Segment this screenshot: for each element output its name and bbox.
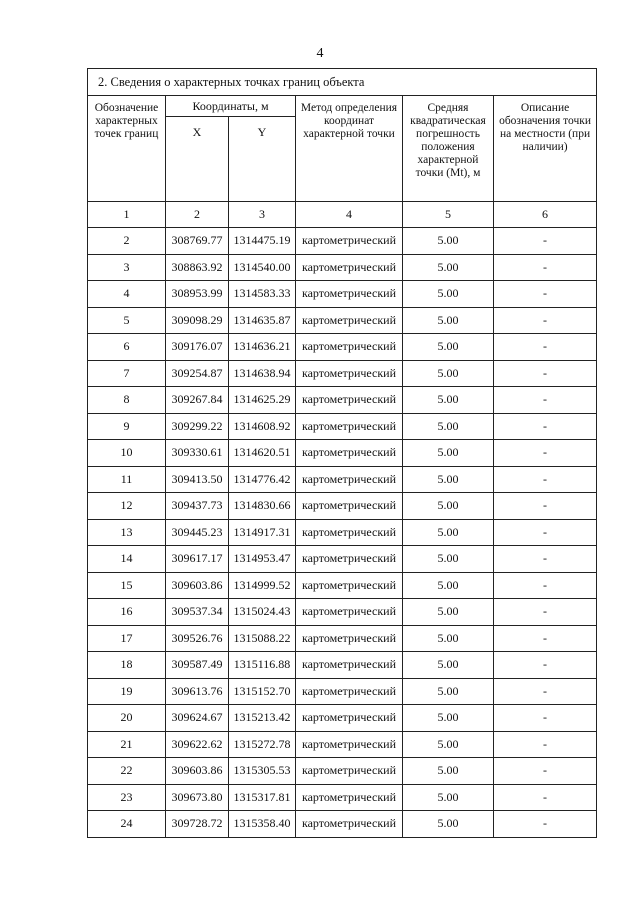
cell-y: 1314636.21 (229, 334, 296, 361)
section-title: 2. Сведения о характерных точках границ объекта (88, 69, 597, 96)
cell-description: - (494, 625, 597, 652)
cell-description: - (494, 228, 597, 255)
cell-accuracy: 5.00 (403, 228, 494, 255)
cell-y: 1314475.19 (229, 228, 296, 255)
cell-y: 1315358.40 (229, 811, 296, 838)
cell-point: 15 (88, 572, 166, 599)
table-row (88, 705, 597, 732)
table-row (88, 307, 597, 334)
cell-method: картометрический (296, 254, 403, 281)
cell-point: 6 (88, 334, 166, 361)
cell-point: 3 (88, 254, 166, 281)
cell-point: 23 (88, 784, 166, 811)
cell-accuracy: 5.00 (403, 572, 494, 599)
cell-x: 308769.77 (166, 228, 229, 255)
header-method: Метод определения координат характерной точки (296, 96, 403, 202)
cell-x: 309437.73 (166, 493, 229, 520)
column-number: 4 (296, 202, 403, 228)
column-number: 5 (403, 202, 494, 228)
cell-x: 309622.62 (166, 731, 229, 758)
cell-accuracy: 5.00 (403, 705, 494, 732)
cell-x: 308863.92 (166, 254, 229, 281)
cell-y: 1314583.33 (229, 281, 296, 308)
cell-accuracy: 5.00 (403, 440, 494, 467)
cell-y: 1315272.78 (229, 731, 296, 758)
cell-x: 309587.49 (166, 652, 229, 679)
cell-accuracy: 5.00 (403, 599, 494, 626)
cell-description: - (494, 281, 597, 308)
cell-y: 1315088.22 (229, 625, 296, 652)
cell-method: картометрический (296, 652, 403, 679)
column-number: 1 (88, 202, 166, 228)
cell-point: 17 (88, 625, 166, 652)
table-row (88, 413, 597, 440)
cell-accuracy: 5.00 (403, 281, 494, 308)
cell-description: - (494, 254, 597, 281)
cell-y: 1314999.52 (229, 572, 296, 599)
cell-method: картометрический (296, 413, 403, 440)
cell-description: - (494, 758, 597, 785)
cell-point: 18 (88, 652, 166, 679)
cell-description: - (494, 599, 597, 626)
cell-method: картометрический (296, 387, 403, 414)
header-description: Описание обозначения точки на местности (при наличии) (494, 96, 597, 202)
cell-point: 8 (88, 387, 166, 414)
cell-point: 2 (88, 228, 166, 255)
table-row (88, 281, 597, 308)
cell-point: 13 (88, 519, 166, 546)
header-point-designation: Обозначение характерных точек границ (88, 96, 166, 202)
cell-description: - (494, 652, 597, 679)
cell-x: 309413.50 (166, 466, 229, 493)
cell-method: картометрический (296, 493, 403, 520)
table-row (88, 758, 597, 785)
cell-x: 309176.07 (166, 334, 229, 361)
cell-x: 309267.84 (166, 387, 229, 414)
cell-point: 5 (88, 307, 166, 334)
cell-y: 1314635.87 (229, 307, 296, 334)
cell-accuracy: 5.00 (403, 387, 494, 414)
cell-description: - (494, 546, 597, 573)
cell-accuracy: 5.00 (403, 493, 494, 520)
cell-accuracy: 5.00 (403, 334, 494, 361)
table-row (88, 546, 597, 573)
cell-description: - (494, 705, 597, 732)
cell-accuracy: 5.00 (403, 652, 494, 679)
cell-accuracy: 5.00 (403, 784, 494, 811)
cell-y: 1314953.47 (229, 546, 296, 573)
column-number: 6 (494, 202, 597, 228)
table-row (88, 440, 597, 467)
cell-method: картометрический (296, 731, 403, 758)
cell-accuracy: 5.00 (403, 307, 494, 334)
cell-x: 309613.76 (166, 678, 229, 705)
cell-x: 309445.23 (166, 519, 229, 546)
cell-description: - (494, 811, 597, 838)
table-row (88, 811, 597, 838)
cell-point: 4 (88, 281, 166, 308)
cell-point: 7 (88, 360, 166, 387)
cell-description: - (494, 307, 597, 334)
cell-y: 1314830.66 (229, 493, 296, 520)
column-number: 2 (166, 202, 229, 228)
cell-x: 309603.86 (166, 758, 229, 785)
cell-method: картометрический (296, 228, 403, 255)
table-row (88, 519, 597, 546)
boundary-points-table (87, 68, 597, 838)
cell-x: 309728.72 (166, 811, 229, 838)
header-accuracy: Средняя квадратическая погрешность положения характерной точки (Mt), м (403, 96, 494, 202)
cell-method: картометрический (296, 599, 403, 626)
cell-accuracy: 5.00 (403, 360, 494, 387)
cell-description: - (494, 334, 597, 361)
column-number: 3 (229, 202, 296, 228)
table-row (88, 678, 597, 705)
table-row (88, 254, 597, 281)
cell-method: картометрический (296, 281, 403, 308)
cell-x: 309617.17 (166, 546, 229, 573)
cell-accuracy: 5.00 (403, 758, 494, 785)
cell-x: 309526.76 (166, 625, 229, 652)
cell-x: 309537.34 (166, 599, 229, 626)
cell-accuracy: 5.00 (403, 546, 494, 573)
cell-description: - (494, 360, 597, 387)
header-coordinates: Координаты, м (166, 96, 296, 117)
cell-y: 1315116.88 (229, 652, 296, 679)
cell-y: 1315305.53 (229, 758, 296, 785)
cell-y: 1314625.29 (229, 387, 296, 414)
cell-x: 309254.87 (166, 360, 229, 387)
cell-method: картометрический (296, 519, 403, 546)
cell-accuracy: 5.00 (403, 254, 494, 281)
cell-method: картометрический (296, 360, 403, 387)
cell-y: 1314608.92 (229, 413, 296, 440)
cell-x: 309299.22 (166, 413, 229, 440)
cell-accuracy: 5.00 (403, 413, 494, 440)
table-row (88, 731, 597, 758)
cell-y: 1314917.31 (229, 519, 296, 546)
page-number: 4 (316, 46, 324, 61)
cell-method: картометрический (296, 440, 403, 467)
cell-method: картометрический (296, 334, 403, 361)
cell-x: 309098.29 (166, 307, 229, 334)
table-row (88, 652, 597, 679)
table-row (88, 360, 597, 387)
cell-method: картометрический (296, 466, 403, 493)
cell-point: 19 (88, 678, 166, 705)
cell-x: 309673.80 (166, 784, 229, 811)
table-row (88, 228, 597, 255)
cell-y: 1314620.51 (229, 440, 296, 467)
cell-point: 9 (88, 413, 166, 440)
table-row (88, 387, 597, 414)
header-y: Y (229, 117, 296, 202)
cell-description: - (494, 440, 597, 467)
cell-point: 21 (88, 731, 166, 758)
cell-point: 24 (88, 811, 166, 838)
cell-y: 1315024.43 (229, 599, 296, 626)
cell-point: 16 (88, 599, 166, 626)
cell-method: картометрический (296, 678, 403, 705)
cell-method: картометрический (296, 572, 403, 599)
cell-x: 308953.99 (166, 281, 229, 308)
cell-y: 1315152.70 (229, 678, 296, 705)
cell-description: - (494, 387, 597, 414)
table-row (88, 466, 597, 493)
cell-accuracy: 5.00 (403, 811, 494, 838)
cell-method: картометрический (296, 307, 403, 334)
column-number-row (88, 202, 597, 228)
cell-y: 1315317.81 (229, 784, 296, 811)
cell-point: 22 (88, 758, 166, 785)
cell-accuracy: 5.00 (403, 678, 494, 705)
cell-description: - (494, 678, 597, 705)
table-row (88, 493, 597, 520)
cell-description: - (494, 519, 597, 546)
cell-x: 309330.61 (166, 440, 229, 467)
header-x: X (166, 117, 229, 202)
cell-description: - (494, 493, 597, 520)
cell-description: - (494, 466, 597, 493)
cell-method: картометрический (296, 625, 403, 652)
cell-method: картометрический (296, 705, 403, 732)
cell-method: картометрический (296, 758, 403, 785)
cell-description: - (494, 572, 597, 599)
cell-accuracy: 5.00 (403, 625, 494, 652)
cell-accuracy: 5.00 (403, 466, 494, 493)
cell-y: 1314638.94 (229, 360, 296, 387)
cell-y: 1315213.42 (229, 705, 296, 732)
cell-accuracy: 5.00 (403, 519, 494, 546)
cell-point: 20 (88, 705, 166, 732)
cell-point: 11 (88, 466, 166, 493)
cell-point: 10 (88, 440, 166, 467)
cell-x: 309603.86 (166, 572, 229, 599)
cell-x: 309624.67 (166, 705, 229, 732)
cell-y: 1314776.42 (229, 466, 296, 493)
cell-accuracy: 5.00 (403, 731, 494, 758)
cell-description: - (494, 731, 597, 758)
cell-description: - (494, 784, 597, 811)
table-row (88, 572, 597, 599)
cell-method: картометрический (296, 546, 403, 573)
cell-point: 14 (88, 546, 166, 573)
cell-method: картометрический (296, 784, 403, 811)
cell-method: картометрический (296, 811, 403, 838)
table-row (88, 784, 597, 811)
table-row (88, 599, 597, 626)
cell-description: - (494, 413, 597, 440)
cell-point: 12 (88, 493, 166, 520)
table-row (88, 334, 597, 361)
cell-y: 1314540.00 (229, 254, 296, 281)
table-row (88, 625, 597, 652)
